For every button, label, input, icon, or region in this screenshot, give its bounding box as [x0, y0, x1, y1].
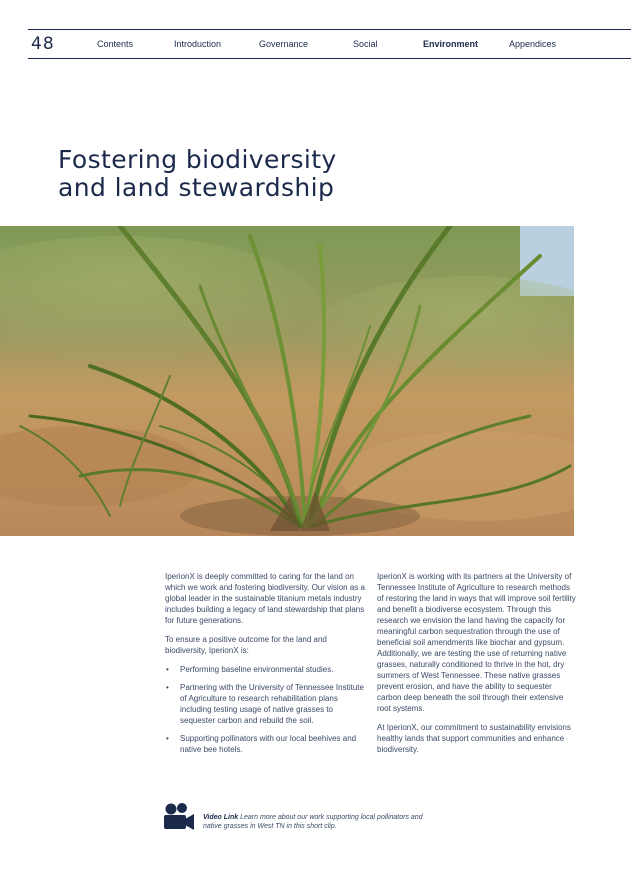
video-link-description: Learn more about our work supporting local pollinators and native grasses in West TN in this short clip. — [203, 814, 423, 830]
nav-social[interactable]: Social — [353, 39, 378, 49]
grass-photo-illustration — [0, 226, 574, 536]
list-item: • Supporting pollinators with our local beehives and native bee hotels. — [165, 733, 365, 755]
nav-introduction[interactable]: Introduction — [174, 39, 222, 49]
nav-contents[interactable]: Contents — [97, 39, 134, 49]
nav-environment[interactable]: Environment — [423, 39, 479, 49]
left-paragraph-1: IperionX is deeply committed to caring for the land on which we work and fostering biodiversity. Our vision as a global leader in the sustainable titanium metals industry includes building a legacy of land stewardship that plans for future generations. — [165, 572, 365, 625]
right-column — [377, 571, 577, 763]
page-number: 48 — [31, 34, 55, 54]
nav-appendices[interactable]: Appendices — [509, 39, 557, 49]
video-link[interactable] — [163, 802, 463, 836]
title-line-1: Fostering biodiversity — [58, 145, 337, 174]
page-title — [58, 146, 478, 202]
hero-grass-photo — [0, 226, 574, 536]
video-link-label: Video Link — [203, 814, 239, 821]
commitments-list — [165, 664, 365, 755]
right-paragraph-1: IperionX is working with its partners at the University of Tennessee Institute of Agriculture to research methods of restoring the land in ways that will improve soil fertility and benefit a biodiverse ecosystem. Through this research we envision the land having the capacity for meaningful carbon sequestration through the use of beneficial soil amendments like biochar and gypsum. Additionally, we are testing the use of returning native grasses, naturally conditioned to thrive in the hot, dry summers of West Tennessee. These native grasses prevent erosion, and have the ability to sequester carbon deep beneath the soil through their extensive root systems. — [377, 572, 576, 713]
list-item: • Partnering with the University of Tennessee Institute of Agriculture to research rehabilitation plans including testing usage of native grasses to sequester carbon and rebuild the soil. — [165, 682, 365, 726]
left-column — [165, 571, 365, 762]
video-camera-icon — [163, 802, 195, 832]
right-paragraph-2: At IperionX, our commitment to sustainability envisions healthy lands that support communities and enhance biodiversity. — [377, 723, 571, 754]
video-link-text[interactable] — [203, 813, 443, 831]
list-item: • Performing baseline environmental studies. — [165, 664, 365, 675]
title-line-2: and land stewardship — [58, 173, 335, 202]
left-paragraph-2: To ensure a positive outcome for the land and biodiversity, IperionX is: — [165, 635, 327, 655]
top-navigation — [28, 29, 631, 59]
nav-governance[interactable]: Governance — [259, 39, 309, 49]
